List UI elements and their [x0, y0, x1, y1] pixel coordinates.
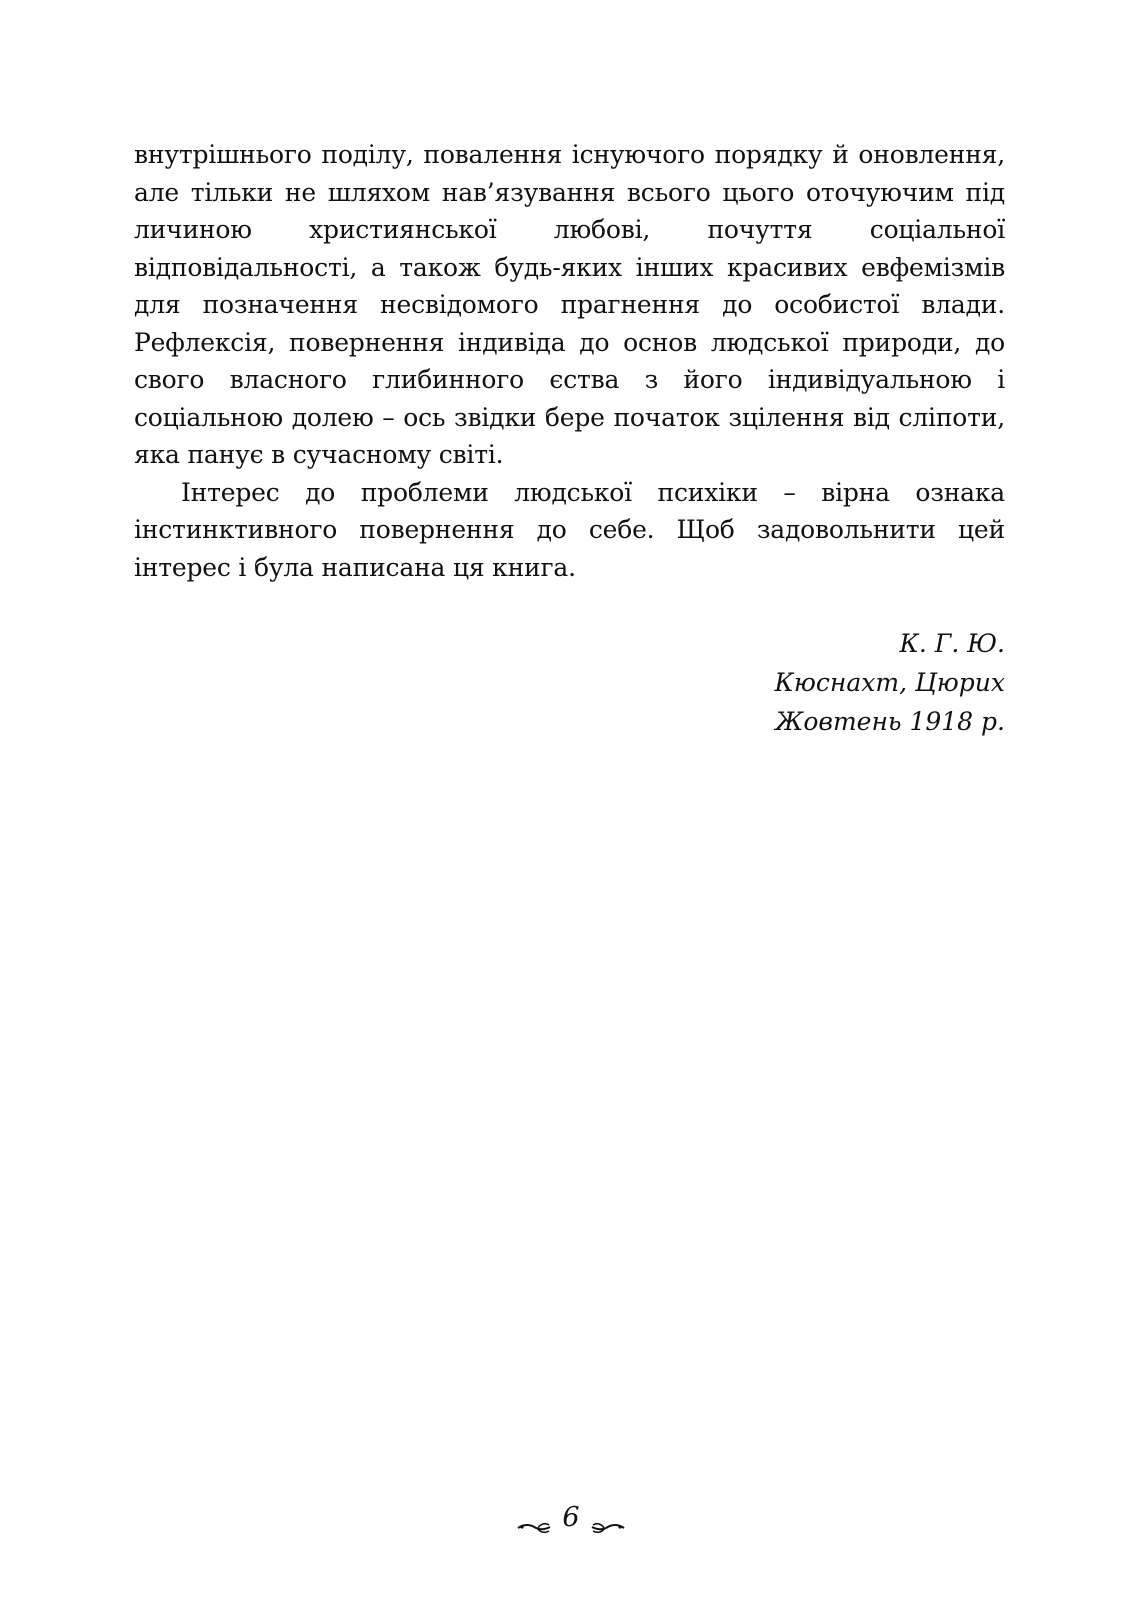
floral-ornament-left-icon	[516, 1511, 552, 1525]
paragraph-interest: Інтерес до проблеми людської психіки – вірна ознака інстинктивного повернення до себе. Щоб задовольнити цей інтерес і була написана ця книга.	[134, 477, 1005, 582]
page-number: 6	[562, 1502, 580, 1533]
signature-block	[775, 624, 1005, 741]
signature-author: К. Г. Ю.	[899, 629, 1005, 658]
floral-ornament-right-icon	[590, 1511, 626, 1525]
signature-date: Жовтень 1918 р.	[775, 707, 1005, 736]
page-footer	[0, 1502, 1142, 1533]
signature-place: Кюснахт, Цюрих	[774, 668, 1005, 697]
paragraph-continuation: внутрішнього поділу, повалення існуючого порядку й оновлення, але тільки не шляхом нав’язування всього цього оточуючим під личиною християнської любові, почуття соціальної відповідальності, а також будь-яких інших красивих евфемізмів для позначення несвідомого прагнення до особистої влади. Рефлексія, повернення індивіда до основ людської природи, до свого власного глибинного єства з його індивідуальною і соціальною долею – ось звідки бере початок зцілення від сліпоти, яка панує в сучасному світі.	[134, 140, 1005, 469]
body-text	[134, 136, 1005, 586]
